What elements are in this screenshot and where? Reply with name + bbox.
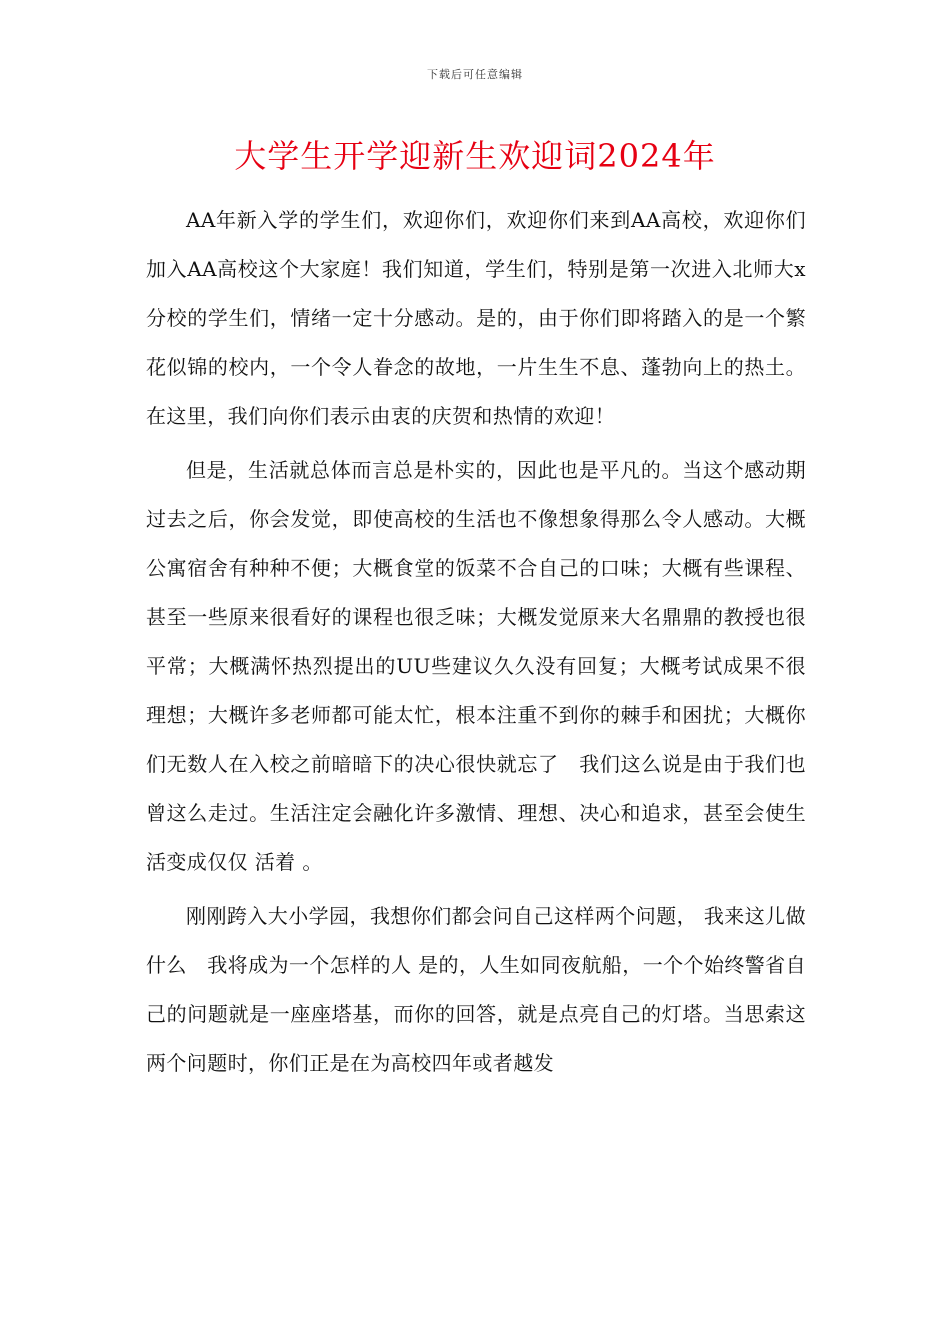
paragraph-2: 但是，生活就总体而言总是朴实的，因此也是平凡的。当这个感动期过去之后，你会发觉，即使高校的生活也不像想象得那么令人感动。大概公寓宿舍有种种不便；大概食堂的饭菜不合自己的口味；大概有些课程、甚至一些原来很看好的课程也很乏味；大概发觉原来大名鼎鼎的教授也很平常；大概满怀热烈提出的UU些建议久久没有回复；大概考试成果不很理想；大概许多老师都可能太忙，根本注重不到你的棘手和困扰；大概你们无数人在入校之前暗暗下的决心很快就忘了 我们这么说是由于我们也曾这么走过。生活注定会融化许多激情、理想、决心和追求，甚至会使生活变成仅仅 活着 。 bbox=[146, 458, 806, 874]
page-header-note: 下载后可任意编辑 bbox=[427, 68, 523, 81]
document-body bbox=[146, 196, 806, 1093]
paragraph-3: 刚刚跨入大小学园，我想你们都会问自己这样两个问题， 我来这儿做什么 我将成为一个怎样的人 是的，人生如同夜航船，一个个始终警省自己的问题就是一座座塔基，而你的回答，就是点亮自己的灯塔。当思索这两个问题时，你们正是在为高校四年或者越发 bbox=[146, 904, 806, 1075]
document-title: 大学生开学迎新生欢迎词2024年 bbox=[234, 137, 716, 175]
paragraph-1: AA年新入学的学生们，欢迎你们，欢迎你们来到AA高校，欢迎你们加入AA高校这个大家庭！我们知道，学生们，特别是第一次进入北师大x分校的学生们，情绪一定十分感动。是的，由于你们即将踏入的是一个繁花似锦的校内，一个令人眷念的故地，一片生生不息、蓬勃向上的热土。在这里，我们向你们表示由衷的庆贺和热情的欢迎！ bbox=[146, 208, 806, 428]
